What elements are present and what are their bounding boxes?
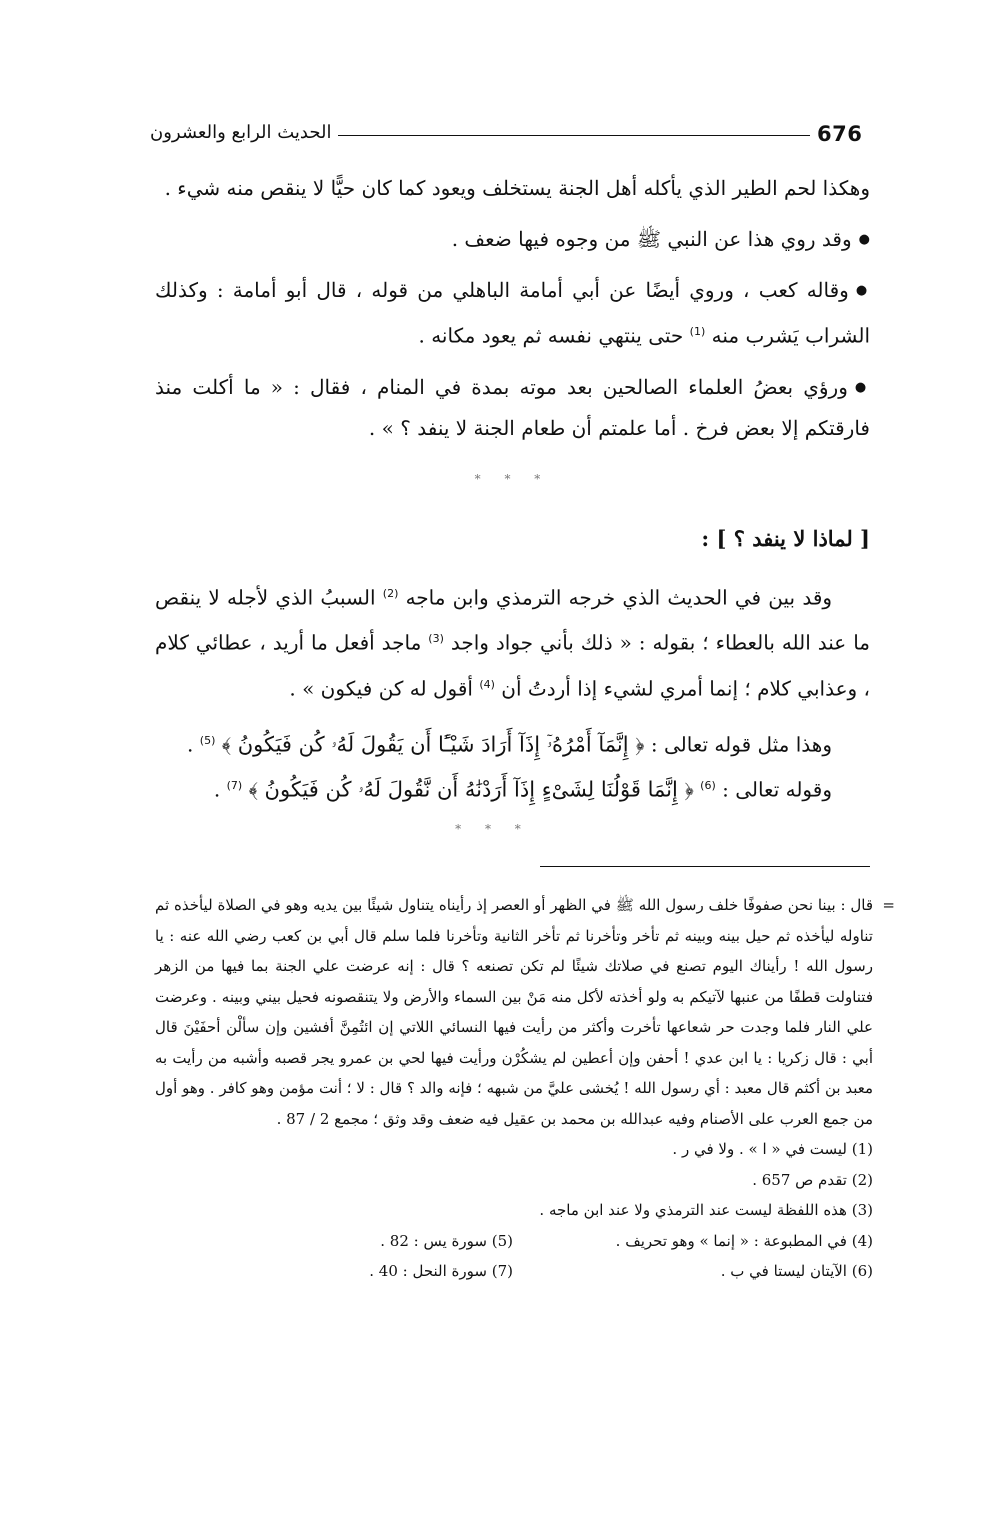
quran-verse-2: ﴿ إِنَّمَا قَوْلُنَا لِشَىْءٍ إِذَآ أَرَدْنَٰهُ أَن نَّقُولَ لَهُۥ كُن فَيَكُونُ ﴾ — [248, 777, 694, 802]
paragraph-7 — [155, 765, 870, 811]
footnote-ref-2[interactable]: (2) — [382, 586, 399, 600]
paragraph-1: وهكذا لحم الطير الذي يأكله أهل الجنة يستخلف ويعود كما كان حيًّا لا ينقص منه شيء . — [164, 176, 870, 200]
quran-verse-1: ﴿ إِنَّمَآ أَمْرُهُۥٓ إِذَآ أَرَادَ شَيْـًٔا أَن يَقُولَ لَهُۥ كُن فَيَكُونُ ﴾ — [221, 732, 645, 757]
paragraph-3-text-a: وقاله كعب ، وروي أيضًا عن أبي أمامة الباهلي من قوله ، قال أبو أمامة : وكذلك الشراب يَشرب منه — [155, 278, 870, 348]
footnote-ref-7[interactable]: (7) — [226, 779, 243, 793]
footnote-ref-5[interactable]: (5) — [199, 733, 216, 747]
end-separator: * * * — [455, 822, 531, 836]
footnote-ref-3[interactable]: (3) — [428, 632, 444, 646]
paragraph-7-end: . — [213, 777, 221, 802]
footnote-ref-1[interactable]: (1) — [689, 325, 706, 338]
paragraph-6-text: وهذا مثل قوله تعالى : — [650, 732, 832, 757]
footnote-continuation: = قال : بينا نحن صفوفًا خلف رسول الله ﷺ في الظهر أو العصر إذ رأيناه يتناول شيئًا بين يديه وهو في الصلاة ليأخذه ثم تناوله ليأخذه ثم حيل بينه وبينه ثم تأخر وتأخرنا ثم تأخر الثانية وتأخرنا فلما سلم قال أبي بن كعب رضي الله عنه : يا رسول الله ! رأيناك اليوم تصنع في صلاتك شيئًا لم تكن تصنعه ؟ قال : إنه عرضت علي الجنة بما فيها من الزهر فتناولت قطفًا من عنبها لآتيكم به ولو أخذته لأكل منه مَنْ بين السماء والأرض ولا يتنقصونه فحيل بيني وبينه . وعرضت علي النار فلما وجدت حر شعاعها تأخرت وأكثر من رأيت فيها النسائي اللاتي إن ائتُمِنَّ أفشين وإن سألْن أحفَيْنَ قال أبي : قال زكريا : يا ابن عدي ! أحفن وإن أعطين لم يشكُرْن ورأيت فيها لحي بن عمرو يجر قصبه وأشبه من رأيت به معبد بن أكثم قال معبد : أي رسول الله ! يُخشى عليَّ من شبهه ؛ فإنه والد ؟ قال : لا ؛ أنت مؤمن وهو كافر . وهو أول من جمع العرب على الأصنام وفيه عبدالله بن محمد بن عقيل فيه ضعف وقد وثق ؛ مجمع 2 / 87 . — [155, 890, 873, 1134]
header-rule — [338, 135, 810, 136]
chapter-title: الحديث الرابع والعشرون — [150, 122, 332, 143]
paragraph-4 — [155, 367, 870, 449]
footnote-7: (7) سورة النحل : 40 . — [369, 1262, 513, 1280]
footnote-ref-6[interactable]: (6) — [700, 779, 716, 793]
footnote-2: (2) تقدم ص 657 . — [752, 1170, 873, 1189]
paragraph-2-text: وقد روي هذا عن النبي ﷺ من وجوه فيها ضعف . — [451, 227, 852, 251]
paragraph-7-text: وقوله تعالى : — [722, 777, 832, 802]
paragraph-4-text: ورؤي بعضُ العلماء الصالحين بعد موته بمدة في المنام ، فقال : « ما أكلت منذ فارقتكم إلا بعض فرخ . أما علمتم أن طعام الجنة لا ينفد ؟ » . — [155, 374, 870, 440]
section-separator: * * * — [474, 471, 551, 486]
paragraph-5-text-c: ماجد أفعل ما أريد ، عطائي كلام ، وعذابي كلام ؛ إنما أمري لشيء إذا أردتُ أن — [155, 630, 870, 701]
footnote-3: (3) هذه اللفظة ليست عند الترمذي ولا عند ابن ماجه . — [539, 1201, 873, 1219]
page-number: 676 — [817, 122, 863, 146]
paragraph-5-text-d: أقول له كن فيكون » . — [289, 676, 473, 701]
paragraph-5-text-a: وقد بين في الحديث الذي خرجه الترمذي وابن ماجه — [405, 585, 833, 610]
footnote-row-4-5 — [155, 1226, 873, 1257]
footnote-ref-4[interactable]: (4) — [479, 677, 495, 691]
footnote-rule — [540, 866, 870, 867]
paragraph-5 — [155, 573, 870, 710]
footnote-6: (6) الآيتان ليستا في ب . — [720, 1262, 873, 1280]
paragraph-5-text-b: السببُ الذي لأجله لا ينقص ما عند الله بالعطاء ؛ بقوله : « ذلك بأني جواد واجد — [155, 585, 870, 655]
paragraph-2 — [155, 219, 870, 260]
footnote-5: (5) سورة يس : 82 . — [380, 1231, 513, 1250]
paragraph-6-end: . — [187, 732, 194, 757]
main-text — [155, 168, 870, 821]
paragraph-3 — [155, 270, 870, 357]
footnote-4: (4) في المطبوعة : « إنما » وهو تحريف . — [615, 1231, 873, 1250]
page-header — [150, 118, 870, 154]
paragraph-6 — [155, 720, 870, 766]
section-heading: [ لماذا لا ينفد ؟ ] : — [701, 525, 870, 551]
paragraph-3-text-b: حتى ينتهي نفسه ثم يعود مكانه . — [418, 323, 684, 348]
footnotes — [155, 890, 873, 1287]
footnote-1: (1) ليست في « ا » . ولا في ر . — [672, 1140, 873, 1158]
footnote-row-6-7 — [155, 1256, 873, 1287]
